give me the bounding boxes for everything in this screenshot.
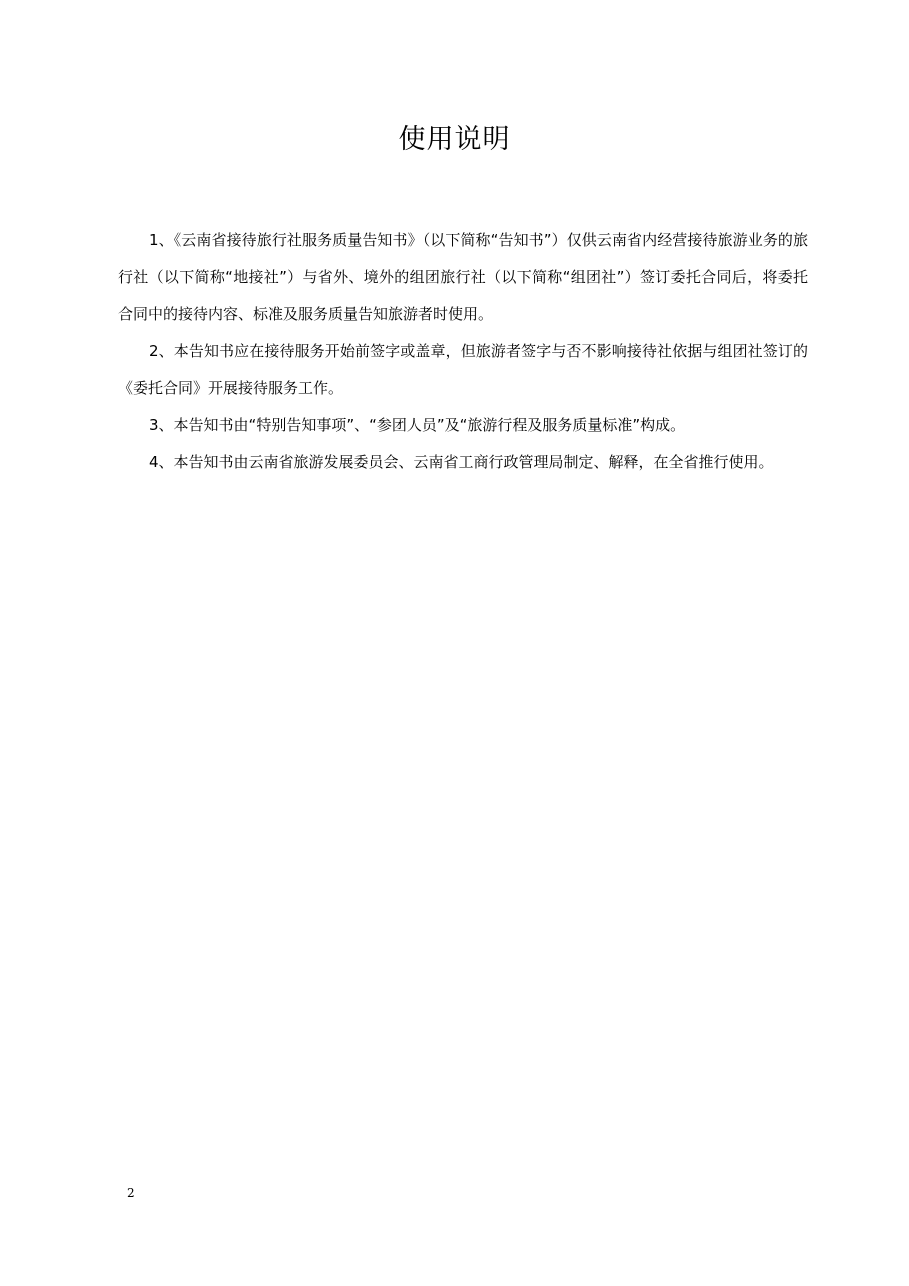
instruction-paragraph-4: 4、本告知书由云南省旅游发展委员会、云南省工商行政管理局制定、解释，在全省推行使用。 [149, 453, 774, 471]
instruction-paragraph-2: 2、本告知书应在接待服务开始前签字或盖章，但旅游者签字与否不影响接待社依据与组团社签订的《委托合同》开展接待服务工作。 [118, 342, 808, 397]
instructions-body [118, 222, 808, 481]
page-title: 使用说明 [398, 124, 511, 155]
instruction-paragraph-3: 3、本告知书由“特别告知事项”、“参团人员”及“旅游行程及服务质量标准”构成。 [149, 416, 686, 434]
instruction-paragraph-1: 1、《云南省接待旅行社服务质量告知书》（以下简称“告知书”）仅供云南省内经营接待旅游业务的旅行社（以下简称“地接社”）与省外、境外的组团旅行社（以下简称“组团社”）签订委托合同后，将委托合同中的接待内容、标准及服务质量告知旅游者时使用。 [118, 231, 808, 323]
page-number: 2 [127, 1186, 135, 1200]
